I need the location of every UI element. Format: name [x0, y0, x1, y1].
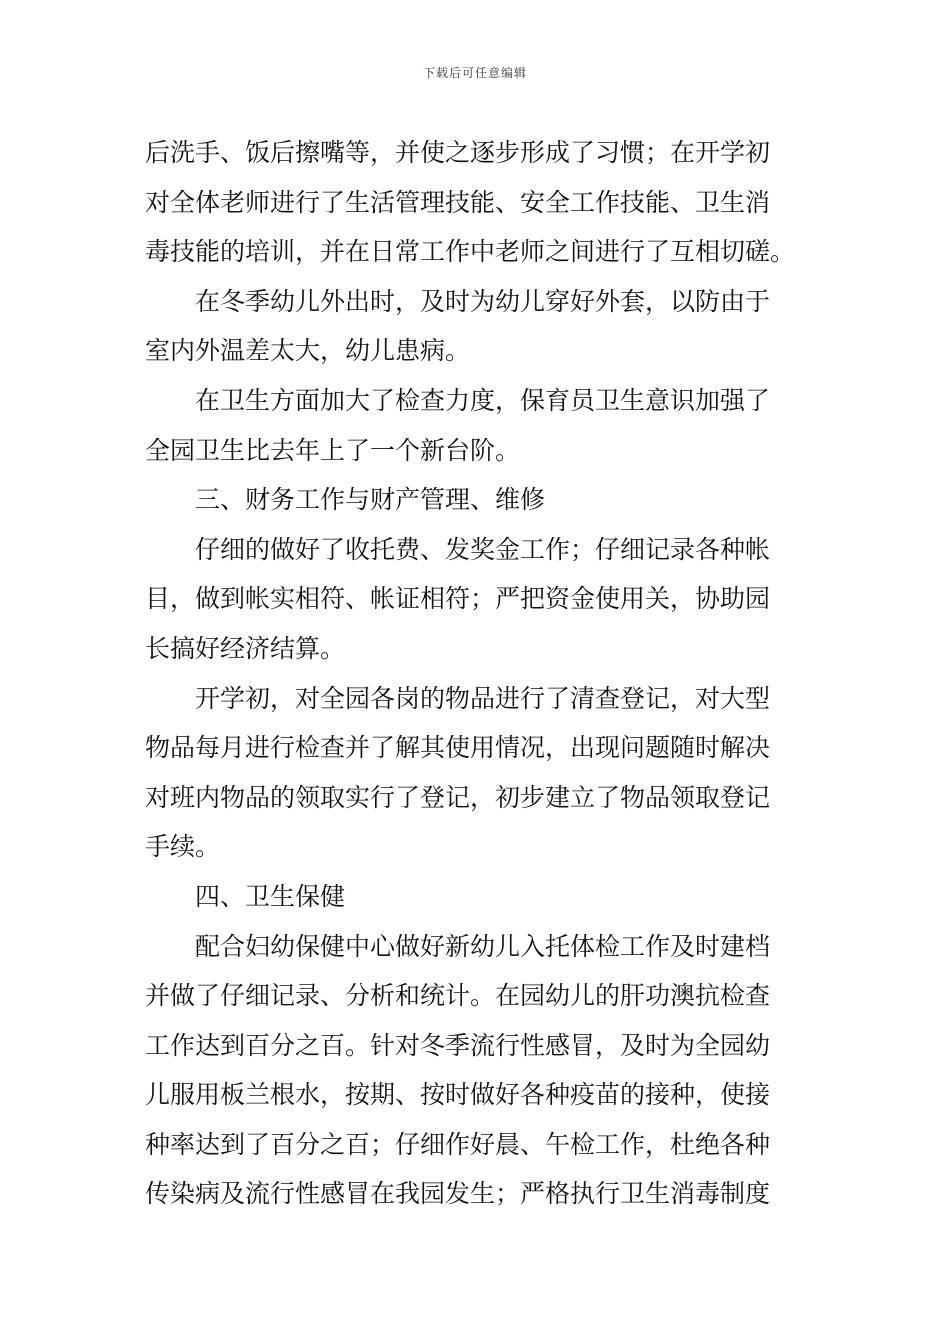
text-line: 手续。 — [145, 832, 221, 862]
document-body — [145, 128, 807, 1219]
text-line: 目，做到帐实相符、帐证相符；严把资金使用关，协助园 — [145, 584, 771, 614]
text-line: 种率达到了百分之百；仔细作好晨、午检工作，杜绝各种 — [145, 1129, 771, 1159]
text-line: 在冬季幼儿外出时，及时为幼儿穿好外套，以防由于 — [195, 286, 771, 316]
text-line: 后洗手、饭后擦嘴等，并使之逐步形成了习惯；在开学初 — [145, 138, 771, 167]
text-line: 长搞好经济结算。 — [145, 633, 346, 663]
section-heading: 三、财务工作与财产管理、维修 — [195, 485, 546, 515]
text-line: 传染病及流行性感冒在我园发生；严格执行卫生消毒制度 — [145, 1179, 771, 1209]
text-line: 物品每月进行检查并了解其使用情况，出现问题随时解决 — [145, 733, 771, 763]
text-line: 开学初，对全园各岗的物品进行了清查登记，对大型 — [195, 683, 771, 713]
section-heading: 四、卫生保健 — [195, 881, 346, 911]
text-line: 室内外温差太大，幼儿患病。 — [145, 336, 471, 366]
text-line: 并做了仔细记录、分析和统计。在园幼儿的肝功澳抗检查 — [145, 981, 771, 1011]
text-line: 工作达到百分之百。针对冬季流行性感冒，及时为全园幼 — [145, 1030, 771, 1060]
text-line: 毒技能的培训，并在日常工作中老师之间进行了互相切磋。 — [145, 237, 796, 267]
text-line: 配合妇幼保健中心做好新幼儿入托体检工作及时建档 — [195, 931, 771, 961]
text-line: 儿服用板兰根水，按期、按时做好各种疫苗的接种，使接 — [145, 1080, 771, 1110]
text-line: 对全体老师进行了生活管理技能、安全工作技能、卫生消 — [145, 187, 771, 217]
text-line: 仔细的做好了收托费、发奖金工作；仔细记录各种帐 — [195, 534, 771, 564]
page-header: 下载后可任意编辑 — [422, 66, 527, 80]
text-line: 全园卫生比去年上了一个新台阶。 — [145, 435, 521, 465]
text-line: 对班内物品的领取实行了登记，初步建立了物品领取登记 — [145, 782, 771, 812]
text-line: 在卫生方面加大了检查力度，保育员卫生意识加强了 — [195, 385, 771, 415]
